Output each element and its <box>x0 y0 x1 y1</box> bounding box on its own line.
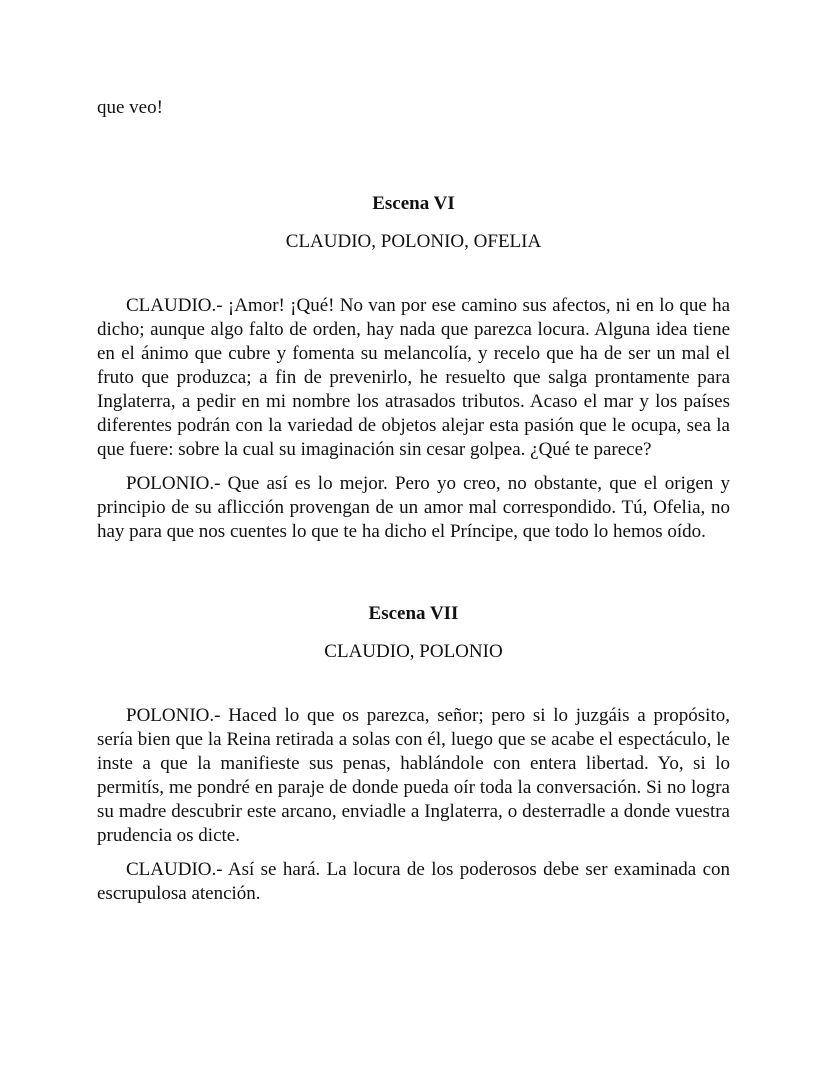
scene-title: Escena VII <box>368 603 459 624</box>
scene-cast-list: CLAUDIO, POLONIO <box>324 641 503 662</box>
scene-cast-list: CLAUDIO, POLONIO, OFELIA <box>285 231 542 252</box>
dialogue-paragraph: CLAUDIO.- ¡Amor! ¡Qué! No van por ese camino sus afectos, ni en lo que ha dicho; aunque algo falto de orden, hay nada que parezca locura. Alguna idea tiene en el ánimo que cubre y fomenta su melancolía, y recelo que ha de ser un mal el fruto que produzca; a fin de prevenirlo, he resuelto que salga prontamente para Inglaterra, a pedir en mi nombre los atrasados tributos. Acaso el mar y los países diferentes podrán con la variedad de objetos alejar esta pasión que le ocupa, sea la que fuere: sobre la cual su imaginación sin cesar golpea. ¿Qué te parece? <box>97 295 730 460</box>
dialogue-paragraph: CLAUDIO.- Así se hará. La locura de los poderosos debe ser examinada con escrupulosa atención. <box>97 859 730 904</box>
document-page <box>97 96 730 906</box>
dialogue-paragraph: POLONIO.- Que así es lo mejor. Pero yo creo, no obstante, que el origen y principio de su aflicción provengan de un amor mal correspondido. Tú, Ofelia, no hay para que nos cuentes lo que te ha dicho el Príncipe, que todo lo hemos oído. <box>97 473 730 542</box>
continued-text-line: que veo! <box>97 97 163 118</box>
dialogue-paragraph: POLONIO.- Haced lo que os parezca, señor; pero si lo juzgáis a propósito, sería bien que la Reina retirada a solas con él, luego que se acabe el espectáculo, le inste a que la manifieste sus penas, hablándole con entera libertad. Yo, si lo permitís, me pondré en paraje de donde pueda oír toda la conversación. Si no logra su madre descubrir este arcano, enviadle a Inglaterra, o desterradle a donde vuestra prudencia os dicte. <box>97 705 730 846</box>
scene-title: Escena VI <box>372 193 455 214</box>
